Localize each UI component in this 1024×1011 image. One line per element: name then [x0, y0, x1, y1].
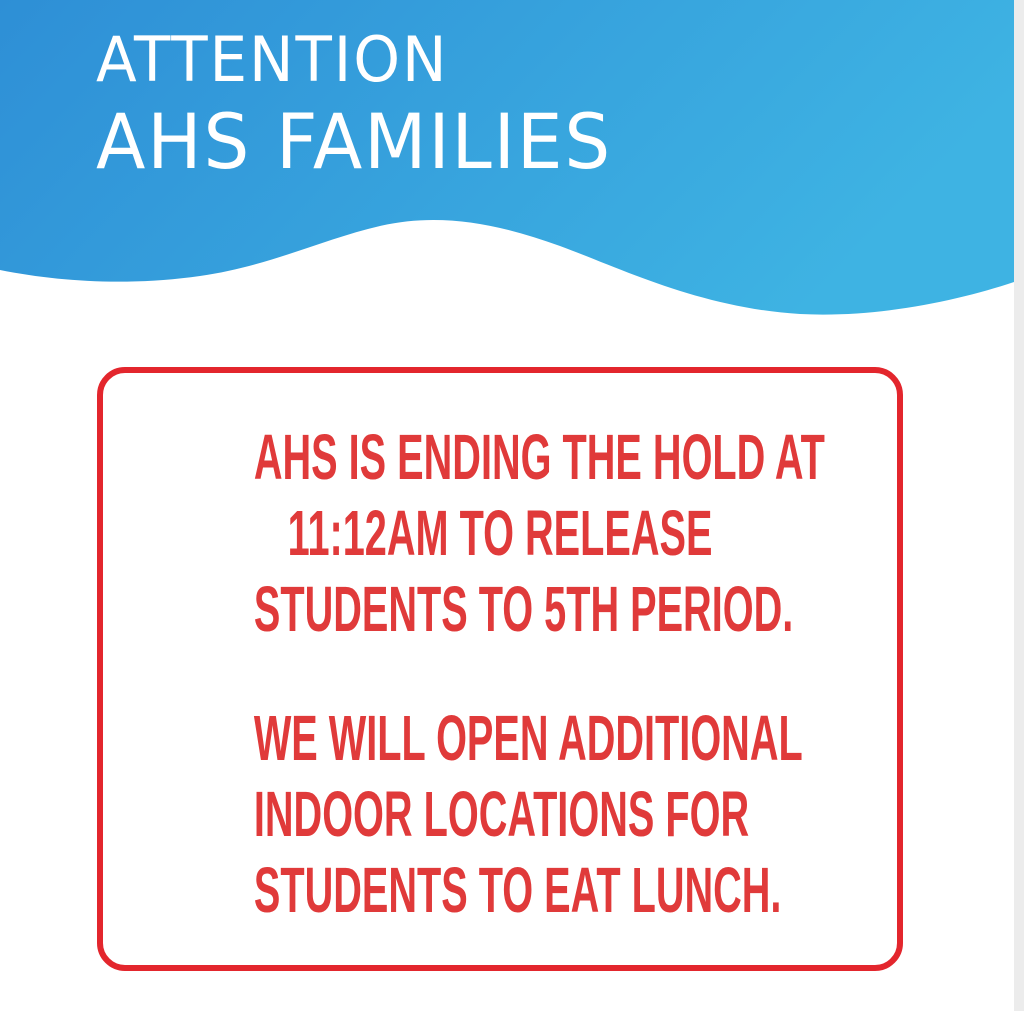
headline-ahs-families: AHS FAMILIES	[96, 97, 613, 186]
notice-paragraph-lunch-locations	[103, 700, 897, 928]
notice-line: INDOOR LOCATIONS FOR	[253, 778, 750, 850]
notice-box	[97, 367, 903, 971]
notice-line: AHS IS ENDING THE HOLD AT	[253, 421, 825, 493]
headline-attention: ATTENTION	[96, 23, 449, 96]
notice-line: STUDENTS TO EAT LUNCH.	[253, 854, 782, 926]
right-edge-strip	[1014, 0, 1024, 1011]
notice-line: STUDENTS TO 5TH PERIOD.	[253, 573, 794, 645]
header-banner	[0, 0, 1014, 330]
notice-paragraph-hold-ending	[103, 419, 897, 647]
notice-line: WE WILL OPEN ADDITIONAL	[253, 702, 803, 774]
notice-line: 11:12AM TO RELEASE	[287, 497, 713, 569]
headline	[96, 22, 639, 186]
